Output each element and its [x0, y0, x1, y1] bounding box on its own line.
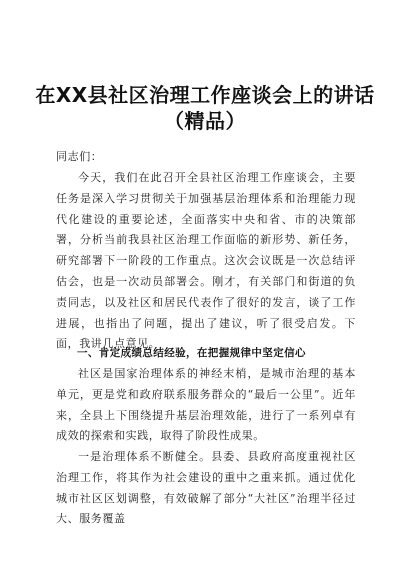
paragraph-2: 社区是国家治理体系的神经末梢，是城市治理的基本单元，更是党和政府联系服务群众的“最后一公里”。近年来，全县上下围绕提升基层治理效能，进行了一系列卓有成效的探索和实践，取得了阶段性成果。: [56, 367, 356, 443]
paragraph-3: 一是治理体系不断健全。县委、县政府高度重视社区治理工作，将其作为社会建设的重中之重来抓。通过优化城市社区区划调整，有效破解了部分“大社区”治理半径过大、服务覆盖: [56, 450, 356, 526]
title-line-2: （精品）: [164, 109, 246, 133]
paragraph-intro: 今天，我们在此召开全县社区治理工作座谈会，主要任务是深入学习贯彻关于加强基层治理体系和治理能力现代化建设的重要论述，全面落实中央和省、市的决策部署，分析当前我县社区治理工作面临的新形势、新任务，研究部署下一阶段的工作重点。这次会议既是一次总结评估会，也是一次动员部署会。刚才，有关部门和街道的负责同志，以及社区和居民代表作了很好的发言，谈了工作进展，也指出了问题，提出了建议，听了很受启发。下面，我讲几点意见。: [56, 171, 356, 351]
greeting: 同志们：: [56, 150, 103, 163]
document-title: [30, 82, 380, 134]
section-heading-1: 一、肯定成绩总结经验，在把握规律中坚定信心: [77, 347, 306, 359]
title-line-1: 在XX县社区治理工作座谈会上的讲话: [35, 83, 375, 107]
